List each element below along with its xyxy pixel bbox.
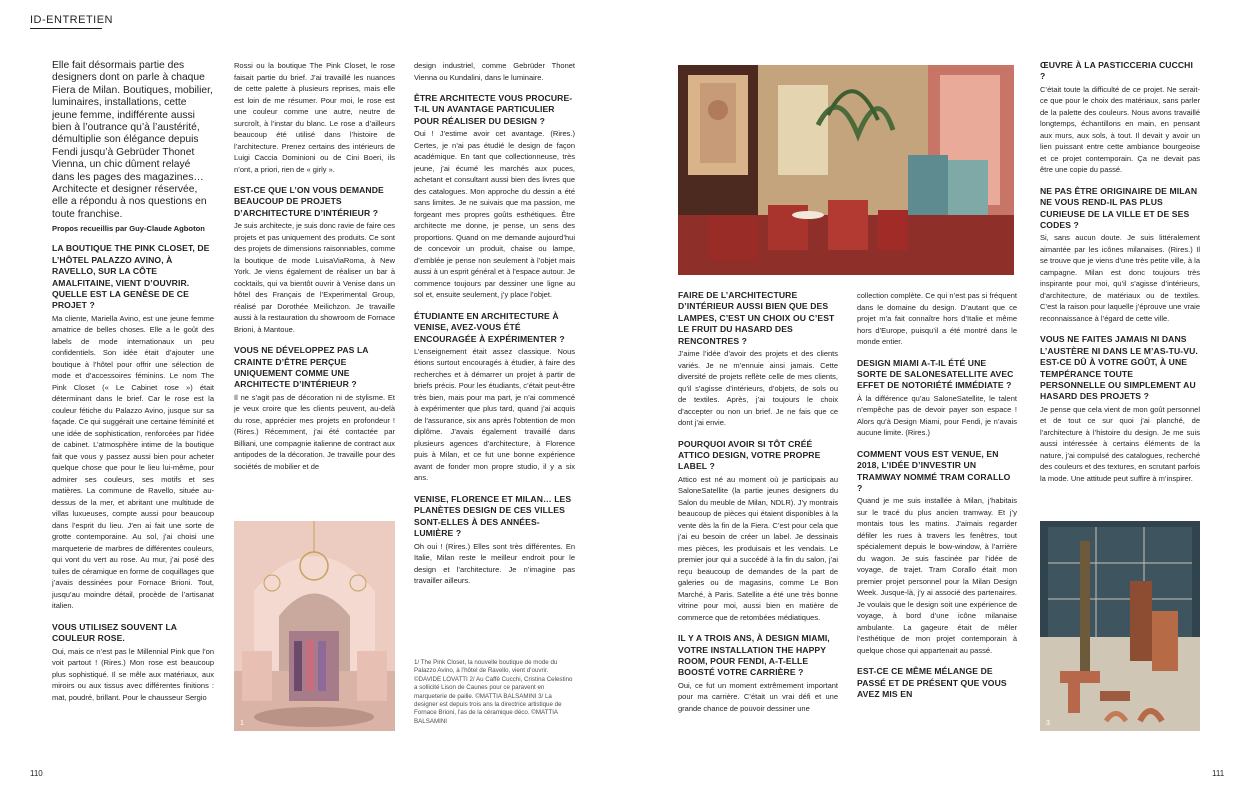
question-heading: ÊTRE ARCHITECTE VOUS PROCURE-T-IL UN AVANTAGE PARTICULIER POUR RÉALISER DU DESIGN ?: [414, 93, 573, 126]
answer-paragraph: Oui ! J’estime avoir cet avantage. (Rires.) Certes, je n’ai pas étudié le design de façon académique. En tant que collectionneuse, très jeune, j’ai écumé les marchés aux puces, achetant et consultant aussi bien des livres que des catalogues. Mon approche du dessin a été sans limites. Je ne suivais que ma passion, me forgeant mes propres goûts esthétiques. Être architecte me donne, je pense, un sens des proportions. Quand on me demande aujourd’hui de concevoir un produit, chaise ou lampe, d’emblée je pense non seulement à l’objet mais aussi à un esprit général et à l’espace autour. Je commence toujours par dessiner une ligne au sol et, ensuite seulement, j’y place l’objet.: [414, 129, 575, 300]
question-heading: DESIGN MIAMI A-T-IL ÉTÉ UNE SORTE DE SALONESATELLITE AVEC EFFET DE NOTORIÉTÉ IMMÉDIATE ?: [857, 357, 1014, 391]
answer-paragraph: L’enseignement était assez classique. Nous étions surtout encouragés à étudier, à faire des recherches et à démarrer un projet à partir de briefs précis. Pour les étudiants, c’était peut-être très bien, mais pour ma part, je n’ai commencé à expérimenter que plus tard, quand j’ai acquis de l’assurance, six ans après l’obtention de mon diplôme. J’avais également travaillé dans plusieurs agences d’architecture, à Florence puis à Milan, et ce fut une bonne expérience avant de fonder mon propre studio, il y a six ans.: [414, 346, 575, 483]
photo-caption: 1/ The Pink Closet, la nouvelle boutique de mode du Palazzo Avino, à l’hôtel de Ravello, vient d’ouvrir. ©DAVIDE LOVATTI 2/ Au Caffè Cucchi, Cristina Celestino a sollicité Lison de Caunes pour ce paravent en marqueterie de paille. ©MATTIA BALSAMINI 3/ La designer est depuis trois ans la directrice artistique de Fornace Brioni, l’as de la céramique déco. ©MATTIA BALSAMINI: [414, 659, 573, 725]
column-3: [414, 60, 575, 760]
question-heading: ŒUVRE À LA PASTICCERIA CUCCHI ?: [1040, 60, 1193, 82]
question-heading: VENISE, FLORENCE ET MILAN… LES PLANÈTES DESIGN DE CES VILLES SONT-ELLES À DES ANNÉES-LUMIÈRE ?: [414, 493, 572, 539]
photo-pasticceria-cucchi: [678, 65, 1014, 275]
column-5: [857, 290, 1017, 740]
answer-paragraph: Oh oui ! (Rires.) Elles sont très différentes. En Italie, Milan reste le meilleur endroit pour le design et l’architecture. Je n’imagine pas travailler ailleurs.: [414, 541, 575, 586]
photo-number: 1: [240, 720, 244, 727]
rubric-underline: [30, 28, 102, 29]
answer-paragraph: J’aime l’idée d’avoir des projets et des clients variés. Je ne m’ennuie ainsi jamais. Cette diversité de projets reflète celle de mes clients, qu’il s’agisse d’intérieurs, d’objets, de sols ou de textiles. Après, j’ai toujours le choix d’accepter ou non un brief. Je ne fais que ce dont j’ai envie.: [678, 349, 838, 428]
question-heading: ÉTUDIANTE EN ARCHITECTURE À VENISE, AVEZ-VOUS ÉTÉ ENCOURAGÉE À EXPÉRIMENTER ?: [414, 310, 565, 344]
question-heading: EST-CE QUE L’ON VOUS DEMANDE BEAUCOUP DE PROJETS D’ARCHITECTURE D’INTÉRIEUR ?: [234, 185, 384, 218]
question-heading: IL Y A TROIS ANS, À DESIGN MIAMI, VOTRE INSTALLATION THE HAPPY ROOM, POUR FENDI, A-T-ELLE BOOSTÉ VOTRE CARRIÈRE ?: [678, 633, 830, 678]
question-heading: EST-CE CE MÊME MÉLANGE DE PASSÉ ET DE PRÉSENT QUE VOUS AVEZ MIS EN: [857, 666, 1007, 700]
answer-paragraph: Je pense que cela vient de mon goût personnel et de tout ce sur quoi j’ai planché, de l’architecture à l’histoire du design. Je me suis aussi intéressée à certains éléments de la nature, j’ai compulsé des catalogues, recherché des couleurs et des textures, en scrutant parfois la mode. Une attitude peut suffire à m’inspirer.: [1040, 404, 1200, 483]
interview-credit: Propos recueillis par Guy-Claude Agboton: [52, 224, 205, 234]
question-heading: POURQUOI AVOIR SI TÔT CRÉÉ ATTICO DESIGN, VOTRE PROPRE LABEL ?: [678, 438, 821, 472]
page-number-right: 111: [1212, 769, 1225, 778]
question-heading: COMMENT VOUS EST VENUE, EN 2018, L’IDÉE D’INVESTIR UN TRAMWAY NOMMÉ TRAM CORALLO ?: [857, 448, 1011, 493]
answer-paragraph: Si, sans aucun doute. Je suis littéralement aimantée par les icônes milanaises. (Rires.) Il se trouve que je viens d’une très petite ville, à la campagne. Milan est donc toujours très inspirante pour moi, qu’il s’agisse d’intérieurs, d’architecture, de matériaux ou de textiles. C’est la raison pour laquelle j’éprouve une vraie reconnaissance à l’égard de cette ville.: [1040, 233, 1200, 323]
answer-paragraph: Je suis architecte, je suis donc ravie de faire ces projets et pas uniquement des produits. Ce sont des projets de dimensions raisonnables, comme la boutique de mode LuisaViaRoma, à New York. Je viens également de réaliser un bar à cocktails, qui va bientôt ouvrir à Venise dans un hôtel des Français de l’Experimental Group, réalisé par Dorothée Meilichzon. Je travaille aussi à la restauration du showroom de Fornace Brioni, à Mantoue.: [234, 221, 395, 334]
question-heading: LA BOUTIQUE THE PINK CLOSET, DE L’HÔTEL PALAZZO AVINO, À RAVELLO, SUR LA CÔTE AMALFITAINE, VIENT D’OUVRIR. QUELLE EST LA GENÈSE DE CE PROJET ?: [52, 243, 210, 311]
question-heading: VOUS UTILISEZ SOUVENT LA COULEUR ROSE.: [52, 621, 177, 644]
page-number-left: 110: [30, 769, 43, 778]
continued-paragraph: Rossi ou la boutique The Pink Closet, le rose faisait partie du brief. J’ai travaillé les nuances de cette palette à plusieurs reprises, mais elle est loin de me résumer. Pour moi, le rose est une couleur comme une autre, neutre de surcroît, à l’instar du blanc. Le rose a d’ailleurs beaucoup été utilisé dans l’histoire de l’architecture. Prenez certains des intérieurs de Luigi Caccia Dominioni ou de Cini Boeri, ils n’ont, a priori, rien de « girly ».: [234, 61, 395, 174]
photo-fornace-brioni-ceramics: [1040, 521, 1200, 731]
section-rubric: ID-ENTRETIEN: [30, 14, 113, 26]
column-1: [52, 60, 214, 760]
answer-paragraph: Il ne s’agit pas de décoration ni de stylisme. Et je veux croire que les clients peuvent, au-delà du rose, apprécier mes projets en profondeur ! (Rires.) Récemment, j’ai été contactée par Billiani, une compagnie italienne de contract aux antipodes de la décoration. Je travaille pour des sociétés de mobilier et de: [234, 392, 395, 471]
column-2: [234, 60, 395, 518]
continued-paragraph: collection complète. Ce qui n’est pas si fréquent dans le domaine du design. D’autant que ce projet m’a fait connaître hors d’Italie et même hors d’Europe, puisqu’il a été montré dans le monde entier.: [857, 291, 1017, 346]
question-heading: VOUS NE DÉVELOPPEZ PAS LA CRAINTE D’ÊTRE PERÇUE UNIQUEMENT COMME UNE ARCHITECTE D’INTÉRIEUR ?: [234, 345, 369, 390]
photo-number: 3: [1046, 720, 1050, 727]
question-heading: NE PAS ÊTRE ORIGINAIRE DE MILAN NE VOUS REND-IL PAS PLUS CURIEUSE DE LA VILLE ET DE SES CODES ?: [1040, 185, 1198, 231]
column-6: [1040, 60, 1200, 510]
question-heading: VOUS NE FAITES JAMAIS NI DANS L’AUSTÈRE NI DANS LE M’AS-TU-VU. EST-CE DÛ À VOTRE GOÛT, À UNE TEMPÉRANCE TOUTE PERSONNELLE OU SIMPLEMENT AU HASARD DES PROJETS ?: [1040, 334, 1198, 402]
intro-paragraph: Elle fait désormais partie des designers dont on parle à chaque Fiera de Milan. Boutiques, mobilier, luminaires, installations, cette jeune femme, indifférente aussi bien à l’outrance qu’à l’austérité, démultiplie son élégance depuis Fendi jusqu’à Gebrüder Thonet Vienna, un chic dûment relayé dans les pages des magazines… Architecte et designer réservée, elle a répondu à nos questions en toute franchise.: [52, 60, 213, 220]
answer-paragraph: À la différence qu’au SaloneSatellite, le talent n’empêche pas de devoir payer son espace ! Alors qu’à Design Miami, pour Fendi, je n’avais aucune limite. (Rires.): [857, 393, 1017, 438]
continued-paragraph: C’était toute la difficulté de ce projet. Ne serait-ce que pour le choix des matériaux, sans parler de la palette des couleurs. Nous avons travaillé longtemps, échantillons en main, en pensant aux murs, aux sols, à tout. Il devait y avoir un lien puissant entre cette ambiance bourgeoise et ce projet contemporain. Ça ne devait pas être une copie du passé.: [1040, 84, 1200, 175]
answer-paragraph: Attico est né au moment où je participais au SaloneSatellite (la partie jeunes designers du Salon du meuble de Milan, NDLR). J’y montrais beaucoup de pièces qui étaient disponibles à la vente dès la fin de la Fiera. C’est pour cela que j’ai eu besoin de créer un label. Je dessinais mes pièces, les produisais et les vendais. Le premier jour qui a succédé à la fin du salon, j’ai reçu beaucoup de demandes de la part de galeries ou de magasins, comme Le Bon Marché, à Paris. Satellite a été une très bonne vitrine pour moi, aussi bien en matière de commerce que de retombées médiatiques.: [678, 474, 838, 622]
continued-paragraph: design industriel, comme Gebrüder Thonet Vienna ou Kundalini, dans le luminaire.: [414, 61, 575, 82]
answer-paragraph: Ma cliente, Mariella Avino, est une jeune femme amatrice de belles choses. Elle a le goût des labels de mode internationaux un peu confidentiels. Son idée était d’ajouter une boutique à l’hôtel pour offrir une sélection de mode et d’accessoires féminins. Le nom The Pink Closet (« Le Cabinet rose ») était déterminant dans le brief. Car le rose est la couleur fétiche du Palazzo Avino, jusque sur sa façade. Ce qui suggérait une certaine féminité et une idée de sophistication, renforcées par l’idée de cabinet. L’atmosphère intime de la boutique fait que vous y passez aussi bien pour acheter quelque chose que pour le lieu lui-même, pour admirer ses couleurs, ses motifs et ses matières. La commune de Ravello, située au-dessus de la mer, et abritant une multitude de villas luxueuses, compte aussi pour beaucoup dans l’esprit du lieu. J’en ai fait une sorte de grotte contemporaine. Au sol, j’ai choisi une marqueterie de marbres de différentes couleurs, qui vont du vert au rose. Au mur, j’ai posé des tuiles de céramique en forme de coquillages que j’avais dessinées pour Fornace Brioni. Tout, jusqu’au moindre détail, procède de l’artisanat italien.: [52, 313, 214, 611]
photo-pink-closet-boutique: [234, 521, 395, 731]
answer-paragraph: Oui, mais ce n’est pas le Millennial Pink que l’on voit partout ! (Rires.) Mon rose est beaucoup plus sophistiqué. Il se mêle aux matériaux, aux miroirs ou aux tissus avec différentes finitions : mat, poudré, brillant. Pour le chausseur Sergio: [52, 646, 214, 702]
answer-paragraph: Oui, ce fut un moment extrêmement important pour ma carrière. C’était un vrai défi et une grande chance de pouvoir dessiner une: [678, 680, 838, 713]
answer-paragraph: Quand je me suis installée à Milan, j’habitais sur le tracé du plus ancien tramway. Et j’y montais tous les matins. J’aimais regarder défiler les rues à travers les fenêtres, tout spécialement depuis le bow-window, à l’arrière du wagon. Je suis fascinée par l’idée de voyage, de trajet. Tram Corallo était mon premier projet personnel pour la Milan Design Week. Jusque-là, j’y ai associé des partenaires. Je voulais que le design soit une expérience de voyage, à bord d’une icône milanaise ambulante. La gageure était de mêler l’esthétique de mon projet contemporain à quelque chose qui appartenait au passé.: [857, 496, 1017, 655]
question-heading: FAIRE DE L’ARCHITECTURE D’INTÉRIEUR AUSSI BIEN QUE DES LAMPES, C’EST UN CHOIX OU C’EST LE FRUIT DU HASARD DES RENCONTRES ?: [678, 290, 835, 346]
column-4: [678, 290, 838, 740]
